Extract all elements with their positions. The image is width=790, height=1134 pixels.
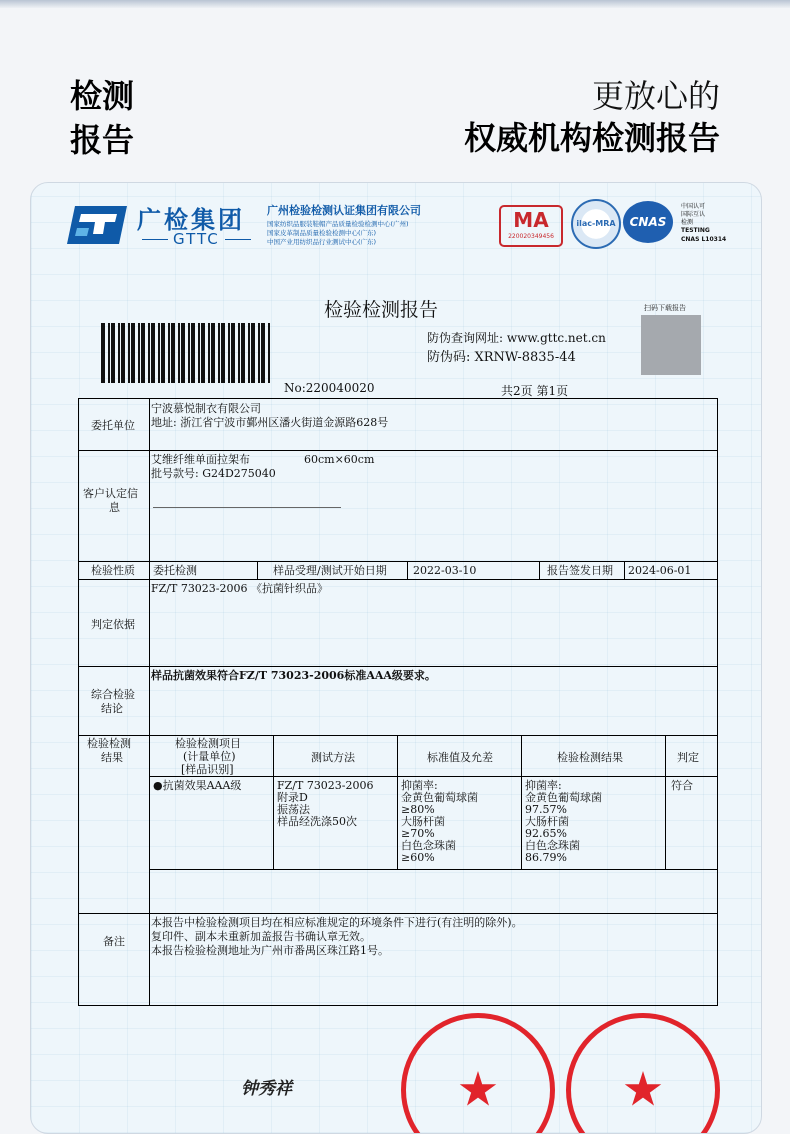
barcode-bar: [101, 323, 105, 383]
qr-label: 扫码下载报告: [644, 304, 686, 312]
standard-line: ≥60%: [401, 851, 435, 864]
anti-fake-url: 防伪查询网址: www.gttc.net.cn: [427, 331, 606, 345]
report-document: [30, 182, 762, 1134]
table-row-divider: [149, 869, 717, 870]
col-item-sample-header: [样品识别]: [181, 763, 234, 776]
table-row-divider: [79, 666, 717, 667]
top-band: [0, 0, 790, 8]
barcode-bar: [241, 323, 245, 383]
remark-label: 备注: [103, 935, 125, 948]
basis-label: 判定依据: [91, 618, 135, 631]
table-row-divider: [79, 735, 717, 736]
issue-date-label: 报告签发日期: [547, 564, 613, 577]
barcode-bar: [181, 323, 185, 383]
cnas-text-line: 检测: [681, 219, 694, 226]
ilac-label: ilac-MRA: [576, 219, 616, 228]
signature: 钟秀祥: [241, 1079, 292, 1099]
barcode-bar: [151, 323, 155, 383]
method-line: 附录D: [277, 791, 308, 804]
report-title: 检验检测报告: [323, 299, 438, 321]
blank-underline: [153, 507, 341, 508]
table-row-divider: [79, 561, 717, 562]
table-column-divider: [624, 561, 625, 579]
cnas-text-line: TESTING: [681, 227, 710, 234]
barcode-bar: [108, 323, 110, 383]
client-label: 委托单位: [91, 419, 135, 432]
report-table: [78, 398, 718, 1006]
barcode-bar: [131, 323, 135, 383]
cma-certification-mark: [499, 205, 563, 247]
barcode-bar: [228, 323, 230, 383]
barcode-bar: [211, 323, 215, 383]
header-left-title: [70, 74, 134, 162]
table-column-divider: [257, 561, 258, 579]
method-line: FZ/T 73023-2006: [277, 779, 374, 792]
result-line: 白色念珠菌: [525, 839, 580, 852]
product-name: 艾维纤维单面拉架布: [151, 453, 250, 466]
organization-title: 广州检验检测认证集团有限公司: [267, 204, 421, 217]
standard-line: 抑菌率:: [401, 779, 438, 792]
header-left-line1: 检测: [70, 77, 135, 115]
result-item: ●抗菌效果AAA级: [153, 779, 242, 792]
logo-chinese-name: 广检集团: [137, 206, 245, 234]
official-seal-left: [401, 1013, 555, 1134]
barcode-bar: [268, 323, 270, 383]
table-row-divider: [79, 913, 717, 914]
barcode-bar: [141, 323, 145, 383]
cnas-mark: [623, 201, 673, 243]
table-column-divider: [539, 561, 540, 579]
logo-english-name: GTTC: [137, 230, 256, 248]
conclusion-label: 综合检验: [91, 688, 135, 701]
barcode-bar: [251, 323, 255, 383]
barcode-bar: [218, 323, 220, 383]
barcode-bar: [261, 323, 265, 383]
barcode-bar: [148, 323, 150, 383]
cnas-text-line: CNAS L10314: [681, 236, 727, 243]
gttc-logo-icon: [65, 204, 129, 246]
standard-line: 金黄色葡萄球菌: [401, 791, 478, 804]
barcode-bar: [171, 323, 175, 383]
organization-center-line: 中国产业用纺织品行业测试中心(广东): [267, 238, 377, 246]
remark-line: 本报告检验检测地址为广州市番禺区珠江路1号。: [151, 944, 389, 957]
cnas-text-line: 中国认可: [681, 203, 706, 210]
barcode-bar: [231, 323, 235, 383]
seal-star-icon: [459, 1071, 497, 1109]
standard-line: 白色念珠菌: [401, 839, 456, 852]
nature-label: 检验性质: [91, 564, 135, 577]
customer-info-label-2: 息: [109, 501, 120, 514]
standard-line: ≥80%: [401, 803, 435, 816]
barcode-bar: [188, 323, 190, 383]
method-line: 振荡法: [277, 803, 310, 816]
col-judge-header: 判定: [677, 751, 699, 764]
ilac-mra-mark: [571, 199, 621, 249]
col-standard-header: 标准值及允差: [427, 751, 493, 764]
barcode-bar: [118, 323, 120, 383]
barcode-bar: [158, 323, 160, 383]
official-seal-right: [566, 1013, 720, 1134]
result-line: 大肠杆菌: [525, 815, 569, 828]
table-row-divider: [149, 776, 717, 777]
barcode-bar: [191, 323, 195, 383]
sample-date-value: 2022-03-10: [413, 564, 477, 577]
standard-line: 大肠杆菌: [401, 815, 445, 828]
barcode-bar: [258, 323, 260, 383]
table-row-divider: [79, 579, 717, 580]
result-line: 金黄色葡萄球菌: [525, 791, 602, 804]
col-item-unit-header: (计量单位): [183, 750, 236, 763]
conclusion-label-2: 结论: [101, 702, 123, 715]
barcode-bar: [138, 323, 140, 383]
method-line: 样品经洗涤50次: [277, 815, 357, 828]
issue-date-value: 2024-06-01: [628, 564, 692, 577]
table-row-divider: [79, 450, 717, 451]
table-column-divider: [397, 735, 398, 869]
cma-number: 220020349456: [508, 233, 554, 240]
page-count: 共2页 第1页: [501, 384, 569, 398]
barcode-bar: [238, 323, 240, 383]
col-method-header: 测试方法: [311, 751, 355, 764]
nature-value: 委托检测: [153, 564, 197, 577]
table-column-divider: [521, 735, 522, 869]
judge-value: 符合: [671, 779, 693, 792]
basis-value: FZ/T 73023-2006 《抗菌针织品》: [151, 582, 329, 595]
barcode-bar: [178, 323, 180, 383]
qr-code: [641, 315, 701, 375]
customer-info-label: 客户认定信: [83, 487, 138, 500]
barcode-bar: [128, 323, 130, 383]
standard-line: ≥70%: [401, 827, 435, 840]
result-line: 86.79%: [525, 851, 567, 864]
cnas-label: CNAS: [629, 215, 667, 229]
barcode-bar: [248, 323, 250, 383]
batch-number: 批号款号: G24D275040: [151, 467, 276, 480]
table-column-divider: [665, 735, 666, 869]
report-number: No:220040020: [284, 381, 375, 395]
product-spec: 60cm×60cm: [304, 453, 375, 466]
organization-center-line: 国家纺织品服装鞋帽产品质量检验检测中心(广州): [267, 220, 409, 228]
remark-line: 本报告中检验检测项目均在相应标准规定的环境条件下进行(有注明的除外)。: [151, 916, 523, 929]
barcode-bar: [161, 323, 165, 383]
col-result-header: 检验检测结果: [557, 751, 623, 764]
barcode-bar: [168, 323, 170, 383]
result-line: 97.57%: [525, 803, 567, 816]
table-column-divider: [407, 561, 408, 579]
client-name: 宁波慕悦制衣有限公司: [151, 402, 261, 415]
barcode-bar: [198, 323, 200, 383]
cma-label: MA: [513, 208, 549, 232]
seal-star-icon: [624, 1071, 662, 1109]
organization-center-line: 国家皮革制品质量检验检测中心(广东): [267, 229, 377, 237]
anti-fake-code: 防伪码: XRNW-8835-44: [427, 350, 576, 365]
barcode-bar: [111, 323, 115, 383]
result-line: 92.65%: [525, 827, 567, 840]
barcode-bar: [208, 323, 210, 383]
barcode-bar: [221, 323, 225, 383]
client-address: 地址: 浙江省宁波市鄞州区潘火街道金源路628号: [151, 416, 389, 429]
col-item-header: 检验检测项目: [175, 737, 241, 750]
sample-date-label: 样品受理/测试开始日期: [273, 564, 387, 577]
conclusion-value: 样品抗菌效果符合FZ/T 73023-2006标准AAA级要求。: [151, 669, 436, 682]
results-label-2: 结果: [101, 751, 123, 764]
cnas-text-line: 国际互认: [681, 211, 706, 218]
header-left-line2: 报告: [70, 121, 135, 159]
table-column-divider: [273, 735, 274, 869]
remark-line: 复印件、副本未重新加盖报告书确认章无效。: [151, 930, 371, 943]
header-right-line1: 更放心的: [591, 77, 720, 115]
barcode: [99, 323, 275, 383]
barcode-bar: [201, 323, 205, 383]
table-column-divider: [149, 399, 150, 1005]
header-right-line2: 权威机构检测报告: [463, 119, 720, 157]
result-line: 抑菌率:: [525, 779, 562, 792]
results-label: 检验检测: [87, 737, 131, 750]
barcode-bar: [121, 323, 125, 383]
